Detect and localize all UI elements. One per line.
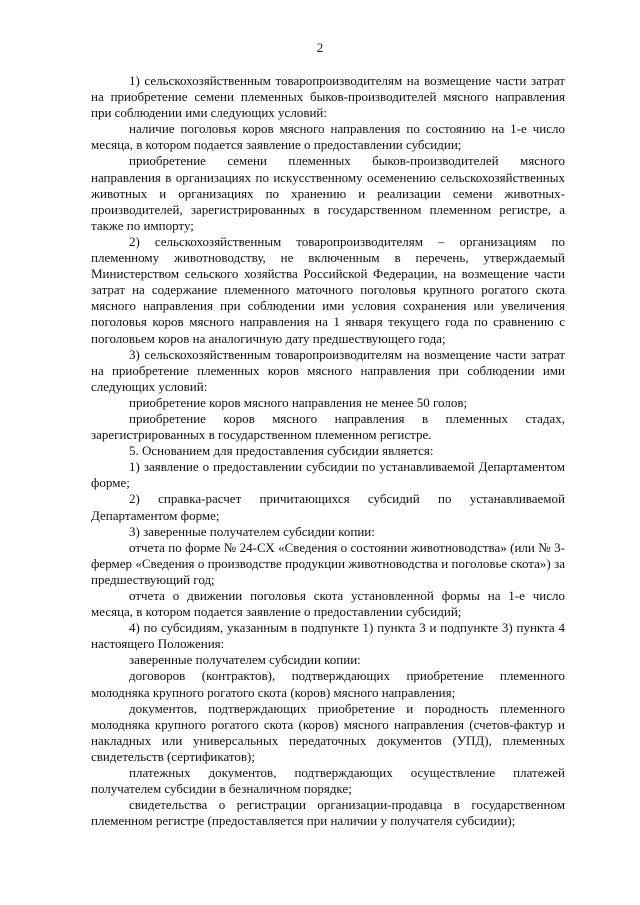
paragraph: отчета по форме № 24-СХ «Сведения о состоянии животноводства» (или № 3-фермер «Сведения о производстве продукции животноводства и поголовье скота») за предшествующий год; <box>91 539 565 587</box>
paragraph: приобретение коров мясного направления не менее 50 голов; <box>129 394 468 410</box>
paragraph: платежных документов, подтверждающих осуществление платежей получателем субсидии в безналичном порядке; <box>91 765 565 797</box>
paragraph: 2) справка-расчет причитающихся субсидий по устанавливаемой Департаментом форме; <box>91 491 565 523</box>
paragraph: 3) сельскохозяйственным товаропроизводителям на возмещение части затрат на приобретение племенных коров мясного направления при соблюдении ими следующих условий: <box>91 346 565 394</box>
page-number: 2 <box>316 40 324 55</box>
paragraph: приобретение семени племенных быков-производителей мясного направления в организациях по искусственному осеменению сельскохозяйственных животных и организациях по хранению и реализации семени животных-производителей, зарегистрированных в государственном племенном регистре, а также по импорту; <box>91 153 565 233</box>
paragraph: документов, подтверждающих приобретение и породность племенного молодняка крупного рогатого скота (коров) мясного направления (счетов-фактур и накладных или универсальных передаточных документов (УПД), племенных свидетельств (сертификатов); <box>91 700 565 764</box>
paragraph: 1) заявление о предоставлении субсидии по устанавливаемой Департаментом форме; <box>91 459 565 491</box>
paragraph: 3) заверенные получателем субсидии копии: <box>129 523 375 539</box>
paragraph: 4) по субсидиям, указанным в подпункте 1) пункта 3 и подпункте 3) пункта 4 настоящего Положения: <box>91 620 565 652</box>
paragraph: свидетельства о регистрации организации-продавца в государственном племенном регистре (предоставляется при наличии у получателя субсидии); <box>91 797 565 829</box>
paragraph: отчета о движении поголовья скота установленной формы на 1-е число месяца, в котором подается заявление о предоставлении субсидий; <box>91 588 565 620</box>
paragraph: заверенные получателем субсидии копии: <box>129 652 361 668</box>
paragraph: 1) сельскохозяйственным товаропроизводителям на возмещение части затрат на приобретение семени племенных быков-производителей мясного направления при соблюдении ими следующих условий: <box>91 73 565 121</box>
paragraph: 2) сельскохозяйственным товаропроизводителям – организациям по племенному животноводству, не включенным в перечень, утверждаемый Министерством сельского хозяйства Российской Федерации, на возмещение части затрат на содержание племенного маточного поголовья крупного рогатого скота мясного направления при соблюдении ими условия сохранения или увеличения поголовья коров мясного направления на 1 января текущего года по сравнению с поголовьем коров на аналогичную дату предшествующего года; <box>91 233 565 346</box>
paragraph: наличие поголовья коров мясного направления по состоянию на 1-е число месяца, в котором подается заявление о предоставлении субсидии; <box>91 121 565 153</box>
paragraph: 5. Основанием для предоставления субсидии является: <box>129 443 434 459</box>
paragraph: договоров (контрактов), подтверждающих приобретение племенного молодняка крупного рогатого скота (коров) мясного направления; <box>91 668 565 700</box>
document-body <box>91 73 565 829</box>
paragraph: приобретение коров мясного направления в племенных стадах, зарегистрированных в государственном племенном регистре. <box>91 410 565 443</box>
